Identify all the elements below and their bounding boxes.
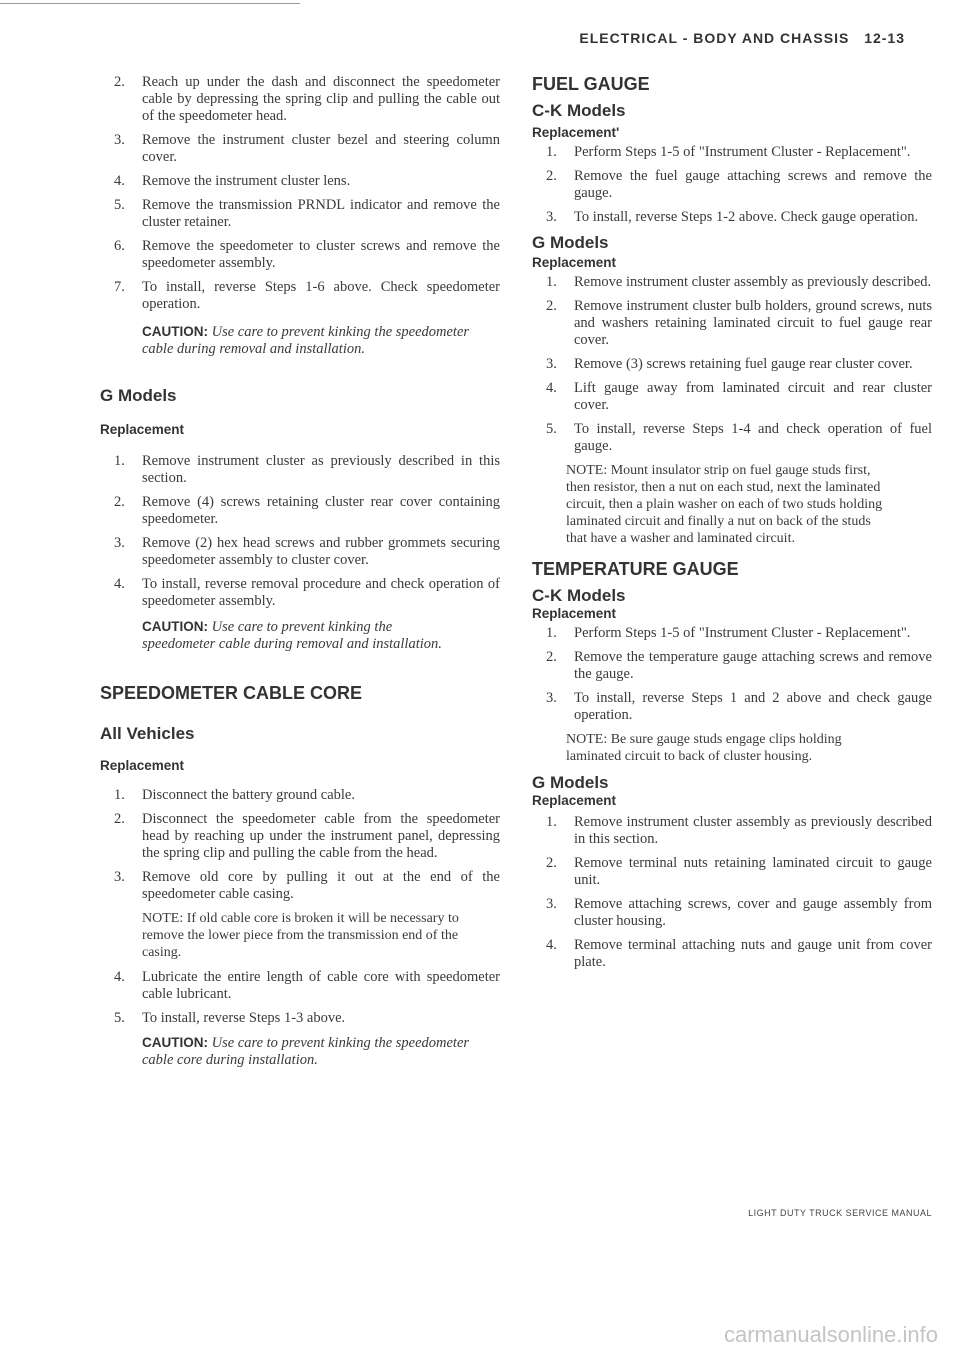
caution-cable-core [142,1034,482,1069]
step-item [100,453,500,487]
step-item [100,132,500,166]
speedometer-steps-continued [100,74,500,313]
step-text: Perform Steps 1-5 of "Instrument Cluster - Replacement". [574,144,911,160]
temp-g-replacement-label: Replacement [532,793,617,808]
fuel-g-replacement-label: Replacement [532,255,617,270]
step-number: 3. [546,209,557,225]
page-header [579,30,905,46]
step-item [532,380,932,414]
fuel-g-note: NOTE: Mount insulator strip on fuel gauge studs first, then resistor, then a nut on each stud, next the laminated circuit, then a plain washer on each of two studs holding laminated circuit and finally a nut on back of the studs that have a washer and laminated circuit. [566,463,883,546]
step-text: To install, reverse Steps 1-4 and check operation of fuel gauge. [574,421,932,454]
step-number: 1. [546,625,557,641]
temp-ck-note: NOTE: Be sure gauge studs engage clips holding laminated circuit to back of cluster housing. [566,732,842,764]
step-text: Lubricate the entire length of cable core with speedometer cable lubricant. [142,969,500,1002]
step-text: Remove the temperature gauge attaching screws and remove the gauge. [574,649,932,682]
step-text: Reach up under the dash and disconnect the speedometer cable by depressing the spring clip and pulling the cable out of the speedometer head. [142,74,500,124]
step-text: To install, reverse Steps 1-3 above. [142,1010,346,1026]
step-text: Remove old core by pulling it out at the end of the speedometer cable casing. [142,869,500,902]
step-number: 2. [546,168,557,184]
step-text: Remove attaching screws, cover and gauge assembly from cluster housing. [574,896,932,929]
step-number: 4. [546,380,557,396]
step-number: 6. [114,238,125,254]
step-number: 1. [114,453,125,469]
cable-core-steps-b [100,969,500,1027]
fuel-ck-models-heading: C-K Models [532,101,626,120]
g-models-steps [100,453,500,610]
step-item [100,238,500,272]
step-number: 1. [114,787,125,803]
caution-label: CAUTION: [142,324,208,339]
step-number: 2. [114,811,125,827]
temperature-gauge-heading: TEMPERATURE GAUGE [532,559,739,579]
all-vehicles-heading: All Vehicles [100,724,195,743]
step-item [532,937,932,971]
step-number: 4. [546,937,557,953]
step-item [532,625,932,642]
step-text: Perform Steps 1-5 of "Instrument Cluster - Replacement". [574,625,911,641]
step-item [532,298,932,349]
step-text: To install, reverse removal procedure and check operation of speedometer assembly. [142,576,500,609]
step-item [100,173,500,190]
temp-g-steps [532,814,932,971]
watermark: carmanualsonline.info [723,1322,938,1347]
step-item [100,279,500,313]
step-item [532,356,932,373]
fuel-g-steps [532,274,932,455]
page-footer: LIGHT DUTY TRUCK SERVICE MANUAL [748,1208,932,1218]
step-number: 2. [114,494,125,510]
step-number: 5. [114,1010,125,1026]
step-item [100,969,500,1003]
step-item [100,74,500,125]
step-number: 3. [546,690,557,706]
step-number: 3. [546,356,557,372]
step-item [532,421,932,455]
step-item [100,787,500,804]
step-text: Remove (4) screws retaining cluster rear cover containing speedometer. [142,494,500,527]
fuel-ck-replacement-label: Replacement' [532,125,620,140]
scan-artifact-line [0,3,300,4]
step-text: Remove (2) hex head screws and rubber grommets securing speedometer assembly to cluster cover. [142,535,500,568]
step-text: Disconnect the battery ground cable. [142,787,355,803]
step-item [532,209,932,226]
speedometer-cable-core-heading: SPEEDOMETER CABLE CORE [100,683,363,703]
step-text: Remove instrument cluster assembly as previously described. [574,274,932,290]
step-text: Remove instrument cluster bulb holders, ground screws, nuts and washers retaining laminated circuit to fuel gauge rear cover. [574,298,932,348]
step-number: 1. [546,144,557,160]
fuel-ck-steps [532,144,932,226]
step-item [532,144,932,161]
step-item [532,649,932,683]
step-text: To install, reverse Steps 1-6 above. Check speedometer operation. [142,279,500,312]
step-number: 4. [114,969,125,985]
step-text: Remove terminal attaching nuts and gauge unit from cover plate. [574,937,932,970]
temp-ck-models-heading: C-K Models [532,586,626,605]
step-item [100,869,500,903]
step-item [100,535,500,569]
step-number: 2. [546,298,557,314]
step-text: Disconnect the speedometer cable from the speedometer head by reaching up under the instrument panel, depressing the spring clip and pulling the cable from the head. [142,811,500,861]
step-number: 5. [546,421,557,437]
step-item [100,576,500,610]
step-number: 4. [114,576,125,592]
step-number: 4. [114,173,125,189]
step-text: Remove the speedometer to cluster screws and remove the speedometer assembly. [142,238,500,271]
right-column [532,74,932,978]
step-item [532,814,932,848]
step-text: Remove instrument cluster assembly as previously described in this section. [574,814,932,847]
step-item [532,896,932,930]
cable-core-replacement-label: Replacement [100,758,185,773]
step-number: 2. [546,649,557,665]
step-text: To install, reverse Steps 1 and 2 above and check gauge operation. [574,690,932,723]
step-item [532,690,932,724]
g-models-replacement-label: Replacement [100,422,185,437]
step-number: 2. [546,855,557,871]
step-item [100,811,500,862]
caution-label: CAUTION: [142,1035,208,1050]
temp-ck-steps [532,625,932,724]
step-text: Remove terminal nuts retaining laminated circuit to gauge unit. [574,855,932,888]
step-item [532,855,932,889]
caution-speedometer-removal [142,323,500,358]
step-number: 2. [114,74,125,90]
step-number: 3. [114,869,125,885]
step-text: Remove the transmission PRNDL indicator and remove the cluster retainer. [142,197,500,230]
g-models-heading: G Models [100,386,177,405]
caution-text: Use care to prevent kinking the speedometer cable during removal and installation. [142,324,470,357]
step-number: 3. [114,132,125,148]
step-text: Remove the instrument cluster lens. [142,173,351,189]
caution-label: CAUTION: [142,619,208,634]
cable-core-note: NOTE: If old cable core is broken it will be necessary to remove the lower piece from the transmission end of the casing. [142,911,459,960]
step-item [100,197,500,231]
step-item [532,274,932,291]
step-number: 3. [546,896,557,912]
cable-core-steps-a [100,787,500,903]
step-number: 1. [546,814,557,830]
step-text: Remove instrument cluster as previously described in this section. [142,453,500,486]
step-text: Remove the fuel gauge attaching screws and remove the gauge. [574,168,932,201]
fuel-g-models-heading: G Models [532,233,609,252]
step-text: Lift gauge away from laminated circuit and rear cluster cover. [574,380,932,413]
step-text: To install, reverse Steps 1-2 above. Check gauge operation. [574,209,919,225]
caution-text: Use care to prevent kinking the speedometer cable during removal and installation. [142,619,442,652]
temp-ck-replacement-label: Replacement [532,606,617,621]
temp-g-models-heading: G Models [532,773,609,792]
step-number: 1. [546,274,557,290]
step-number: 5. [114,197,125,213]
step-number: 3. [114,535,125,551]
step-item [100,1010,500,1027]
caution-text: Use care to prevent kinking the speedometer cable core during installation. [142,1035,470,1068]
page-number: 12-13 [864,30,905,46]
step-text: Remove (3) screws retaining fuel gauge rear cluster cover. [574,356,913,372]
step-number: 7. [114,279,125,295]
step-item [532,168,932,202]
step-text: Remove the instrument cluster bezel and steering column cover. [142,132,500,165]
step-item [100,494,500,528]
left-column [100,74,500,1069]
caution-g-models [142,618,462,653]
header-title: ELECTRICAL - BODY AND CHASSIS [579,30,850,46]
fuel-gauge-heading: FUEL GAUGE [532,74,650,94]
